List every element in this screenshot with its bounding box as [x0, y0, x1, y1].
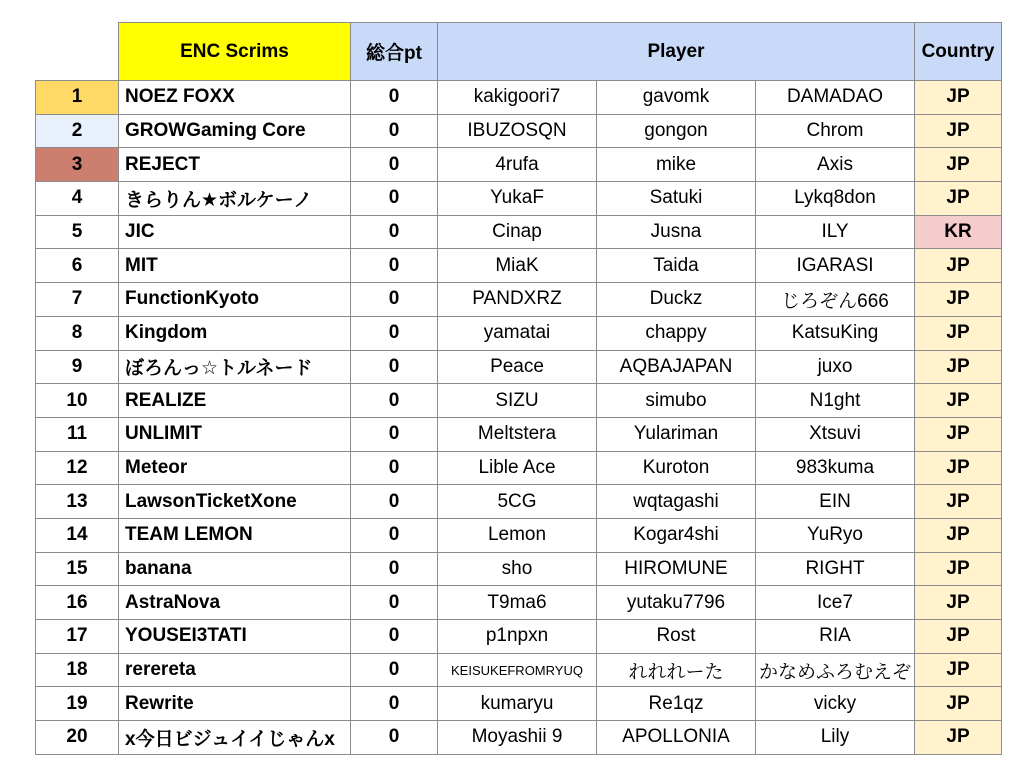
- country-cell: JP: [915, 485, 1002, 519]
- points-cell: 0: [351, 384, 438, 418]
- rank-cell: 10: [36, 384, 119, 418]
- points-cell: 0: [351, 721, 438, 755]
- player3-cell: N1ght: [756, 384, 915, 418]
- player3-cell: Chrom: [756, 114, 915, 148]
- player3-cell: IGARASI: [756, 249, 915, 283]
- points-cell: 0: [351, 182, 438, 216]
- team-name-cell: banana: [119, 552, 351, 586]
- player1-cell: kumaryu: [438, 687, 597, 721]
- player2-cell: yutaku7796: [597, 586, 756, 620]
- player1-cell: Cinap: [438, 215, 597, 249]
- table-row: [36, 384, 1002, 418]
- player3-cell: 983kuma: [756, 451, 915, 485]
- country-cell: JP: [915, 384, 1002, 418]
- rank-cell: 18: [36, 653, 119, 687]
- header-row: [36, 23, 1002, 81]
- player1-cell: YukaF: [438, 182, 597, 216]
- player2-cell: gavomk: [597, 81, 756, 115]
- player1-cell: sho: [438, 552, 597, 586]
- rank-cell: 15: [36, 552, 119, 586]
- rank-cell: 5: [36, 215, 119, 249]
- player3-cell: RIGHT: [756, 552, 915, 586]
- table-row: [36, 417, 1002, 451]
- player1-cell: yamatai: [438, 316, 597, 350]
- player3-cell: Xtsuvi: [756, 417, 915, 451]
- player2-cell: AQBAJAPAN: [597, 350, 756, 384]
- team-name-cell: x今日ビジュイイじゃんx: [119, 721, 351, 755]
- team-name-cell: GROWGaming Core: [119, 114, 351, 148]
- player3-cell: juxo: [756, 350, 915, 384]
- team-name-cell: LawsonTicketXone: [119, 485, 351, 519]
- player-header: Player: [438, 23, 915, 81]
- player1-cell: p1npxn: [438, 620, 597, 654]
- points-cell: 0: [351, 81, 438, 115]
- player1-cell: KEISUKEFROMRYUQ: [438, 653, 597, 687]
- player2-cell: Rost: [597, 620, 756, 654]
- rank-cell: 3: [36, 148, 119, 182]
- table-row: [36, 114, 1002, 148]
- player1-cell: Meltstera: [438, 417, 597, 451]
- player1-cell: Lemon: [438, 518, 597, 552]
- player2-cell: APOLLONIA: [597, 721, 756, 755]
- rank-cell: 20: [36, 721, 119, 755]
- team-name-cell: Kingdom: [119, 316, 351, 350]
- player2-cell: Satuki: [597, 182, 756, 216]
- team-name-cell: JIC: [119, 215, 351, 249]
- player2-cell: Yulariman: [597, 417, 756, 451]
- country-cell: JP: [915, 518, 1002, 552]
- team-name-cell: UNLIMIT: [119, 417, 351, 451]
- player1-cell: Lible Ace: [438, 451, 597, 485]
- team-name-cell: TEAM LEMON: [119, 518, 351, 552]
- rank-cell: 7: [36, 283, 119, 317]
- team-name-cell: REJECT: [119, 148, 351, 182]
- player2-cell: Re1qz: [597, 687, 756, 721]
- points-cell: 0: [351, 148, 438, 182]
- player1-cell: 5CG: [438, 485, 597, 519]
- country-cell: JP: [915, 182, 1002, 216]
- player1-cell: T9ma6: [438, 586, 597, 620]
- table-row: [36, 148, 1002, 182]
- rank-cell: 6: [36, 249, 119, 283]
- player3-cell: じろぞん666: [756, 283, 915, 317]
- points-cell: 0: [351, 215, 438, 249]
- points-cell: 0: [351, 350, 438, 384]
- country-cell: JP: [915, 114, 1002, 148]
- rank-cell: 8: [36, 316, 119, 350]
- country-cell: JP: [915, 721, 1002, 755]
- rank-cell: 11: [36, 417, 119, 451]
- points-cell: 0: [351, 283, 438, 317]
- table-row: [36, 215, 1002, 249]
- player3-cell: かなめふろむえぞ: [756, 653, 915, 687]
- rank-cell: 19: [36, 687, 119, 721]
- player3-cell: DAMADAO: [756, 81, 915, 115]
- table-row: [36, 283, 1002, 317]
- player2-cell: Kogar4shi: [597, 518, 756, 552]
- team-name-cell: MIT: [119, 249, 351, 283]
- team-name-cell: ぼろんっ☆トルネード: [119, 350, 351, 384]
- team-name-cell: YOUSEI3TATI: [119, 620, 351, 654]
- points-cell: 0: [351, 552, 438, 586]
- table-row: [36, 316, 1002, 350]
- country-cell: KR: [915, 215, 1002, 249]
- table-row: [36, 81, 1002, 115]
- country-cell: JP: [915, 81, 1002, 115]
- player2-cell: simubo: [597, 384, 756, 418]
- table-row: [36, 350, 1002, 384]
- points-cell: 0: [351, 417, 438, 451]
- standings-table: [35, 22, 1002, 755]
- country-cell: JP: [915, 283, 1002, 317]
- points-cell: 0: [351, 485, 438, 519]
- country-header: Country: [915, 23, 1002, 81]
- player2-cell: れれれーた: [597, 653, 756, 687]
- team-name-cell: きらりん★ボルケーノ: [119, 182, 351, 216]
- table-row: [36, 518, 1002, 552]
- player2-cell: gongon: [597, 114, 756, 148]
- rank-cell: 9: [36, 350, 119, 384]
- player3-cell: vicky: [756, 687, 915, 721]
- player3-cell: Lily: [756, 721, 915, 755]
- table-row: [36, 721, 1002, 755]
- country-cell: JP: [915, 148, 1002, 182]
- table-row: [36, 653, 1002, 687]
- country-cell: JP: [915, 249, 1002, 283]
- country-cell: JP: [915, 653, 1002, 687]
- team-name-cell: AstraNova: [119, 586, 351, 620]
- player3-cell: KatsuKing: [756, 316, 915, 350]
- country-cell: JP: [915, 350, 1002, 384]
- player2-cell: Taida: [597, 249, 756, 283]
- points-header: 総合pt: [351, 23, 438, 81]
- points-cell: 0: [351, 687, 438, 721]
- country-cell: JP: [915, 687, 1002, 721]
- table-row: [36, 451, 1002, 485]
- player3-cell: Lykq8don: [756, 182, 915, 216]
- rank-cell: 16: [36, 586, 119, 620]
- player2-cell: mike: [597, 148, 756, 182]
- player1-cell: MiaK: [438, 249, 597, 283]
- player3-cell: YuRyo: [756, 518, 915, 552]
- table-row: [36, 586, 1002, 620]
- player3-cell: Axis: [756, 148, 915, 182]
- rank-cell: 4: [36, 182, 119, 216]
- country-cell: JP: [915, 620, 1002, 654]
- rank-cell: 14: [36, 518, 119, 552]
- points-cell: 0: [351, 518, 438, 552]
- table-row: [36, 485, 1002, 519]
- table-row: [36, 687, 1002, 721]
- rank-cell: 1: [36, 81, 119, 115]
- team-name-cell: NOEZ FOXX: [119, 81, 351, 115]
- player2-cell: Kuroton: [597, 451, 756, 485]
- rank-cell: 17: [36, 620, 119, 654]
- country-cell: JP: [915, 451, 1002, 485]
- table-row: [36, 620, 1002, 654]
- points-cell: 0: [351, 653, 438, 687]
- player2-cell: HIROMUNE: [597, 552, 756, 586]
- player2-cell: Duckz: [597, 283, 756, 317]
- table-row: [36, 182, 1002, 216]
- points-cell: 0: [351, 620, 438, 654]
- player2-cell: wqtagashi: [597, 485, 756, 519]
- table-row: [36, 552, 1002, 586]
- points-cell: 0: [351, 316, 438, 350]
- points-cell: 0: [351, 586, 438, 620]
- player2-cell: Jusna: [597, 215, 756, 249]
- player3-cell: RIA: [756, 620, 915, 654]
- country-cell: JP: [915, 316, 1002, 350]
- corner-blank: [36, 23, 119, 81]
- event-title: ENC Scrims: [119, 23, 351, 81]
- team-name-cell: REALIZE: [119, 384, 351, 418]
- player1-cell: 4rufa: [438, 148, 597, 182]
- player3-cell: ILY: [756, 215, 915, 249]
- points-cell: 0: [351, 114, 438, 148]
- player1-cell: Peace: [438, 350, 597, 384]
- country-cell: JP: [915, 417, 1002, 451]
- country-cell: JP: [915, 586, 1002, 620]
- rank-cell: 2: [36, 114, 119, 148]
- player1-cell: SIZU: [438, 384, 597, 418]
- rank-cell: 12: [36, 451, 119, 485]
- points-cell: 0: [351, 451, 438, 485]
- team-name-cell: Rewrite: [119, 687, 351, 721]
- points-cell: 0: [351, 249, 438, 283]
- player1-cell: IBUZOSQN: [438, 114, 597, 148]
- player2-cell: chappy: [597, 316, 756, 350]
- player1-cell: kakigoori7: [438, 81, 597, 115]
- player3-cell: EIN: [756, 485, 915, 519]
- team-name-cell: Meteor: [119, 451, 351, 485]
- rank-cell: 13: [36, 485, 119, 519]
- table-row: [36, 249, 1002, 283]
- team-name-cell: FunctionKyoto: [119, 283, 351, 317]
- player1-cell: Moyashii 9: [438, 721, 597, 755]
- player3-cell: Ice7: [756, 586, 915, 620]
- country-cell: JP: [915, 552, 1002, 586]
- player1-cell: PANDXRZ: [438, 283, 597, 317]
- team-name-cell: rerereta: [119, 653, 351, 687]
